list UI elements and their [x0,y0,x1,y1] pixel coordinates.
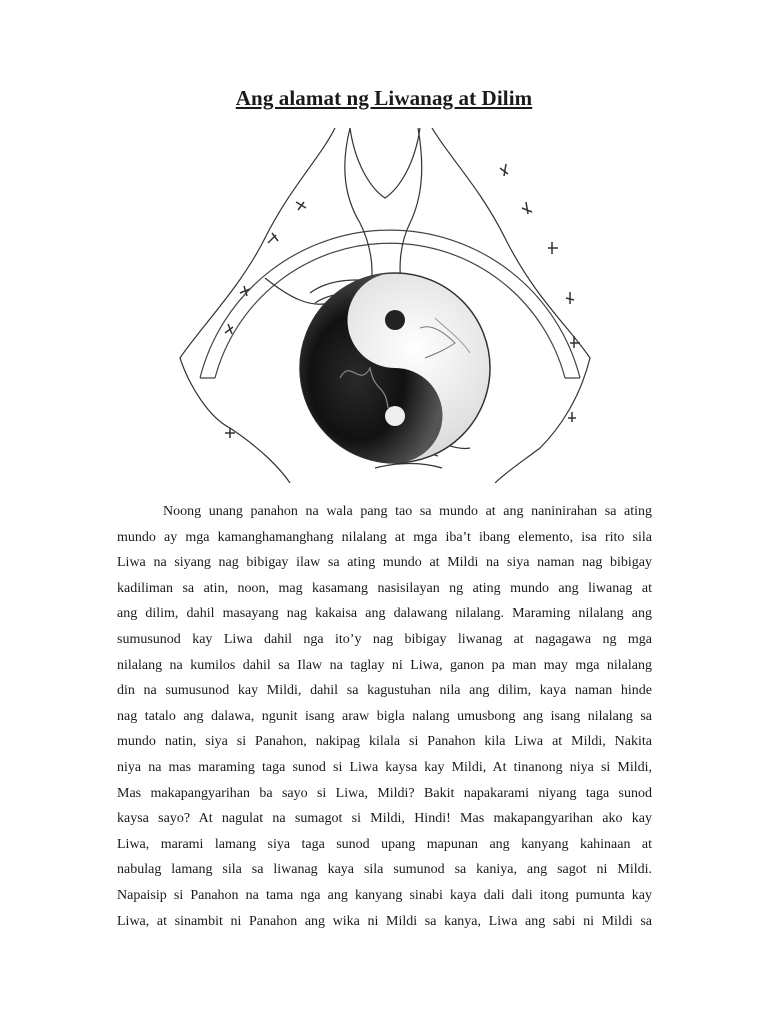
paragraph-line: Mas makapangyarihan ba sayo si Liwa, Mildi? Bakit napakarami niyang taga sunod [117,785,652,801]
center-silhouette [350,128,420,198]
paragraph-line: Napaisip si Panahon na tama nga ang kanyang sinabi kaya dali dali itong pumunta kay [117,887,652,903]
paragraph-line: kadiliman sa atin, noon, mag kasamang nasisilayan ng ating mundo ang liwanag at [117,580,652,596]
story-paragraph [117,499,652,934]
paragraph-line: din na sumusunod kay Mildi, dahil sa kagustuhan nila ang dilim, kaya naman hinde [117,683,652,699]
paragraph-line: sumusunod kay Liwa dahil nga ito’y nag bibigay liwanag at nagagawa ng mga [117,631,652,647]
paragraph-line: nilalang na kumilos dahil sa Ilaw na taglay ni Liwa, ganon pa man may mga nilalang [117,657,652,673]
paragraph-line: Noong unang panahon na wala pang tao sa mundo at ang naninirahan sa ating [163,504,652,519]
paragraph-line: Liwa, at sinambit ni Panahon ang wika ni Mildi sa kanya, Liwa ang sabi ni Mildi sa [117,913,652,929]
paragraph-line: mundo natin, siya si Panahon, nakipag kilala si Panahon kila Liwa at Mildi, Nakita [117,734,652,750]
paragraph-line: ang dilim, dahil masayang nag kakaisa ang dalawang nilalang. Maraming nilalang ang [117,606,652,622]
paragraph-line: kaysa sayo? At nagulat na sumagot si Mildi, Hindi! Mas makapangyarihan ako kay [117,811,652,827]
document-title: Ang alamat ng Liwanag at Dilim [235,86,533,110]
paragraph-line: nabulag lamang sila sa liwanag kaya sila sumunod sa kaniya, ang sagot ni Mildi. [117,862,652,878]
yin-yang-orb [300,273,490,463]
paragraph-line: nag tatalo ang dalawa, ngunit isang araw bigla nalang umusbong ang isang nilalang sa [117,708,652,724]
paragraph-line: Liwa, marami lamang siya taga sunod upang mapunan ang kanyang kahinaan at [117,836,652,852]
paragraph-line: niya na mas maraming taga sunod si Liwa kaysa kay Mildi, At tinanong niya si Mildi, [117,759,652,775]
yin-yang-figures-illustration [170,128,610,483]
paragraph-line: mundo ay mga kamanghamanghang nilalang at mga iba’t ibang elemento, isa rito sila [117,529,652,545]
paragraph-line: Liwa na siyang nag bibigay ilaw sa ating mundo at Mildi na siya naman nag bibigay [117,555,652,571]
